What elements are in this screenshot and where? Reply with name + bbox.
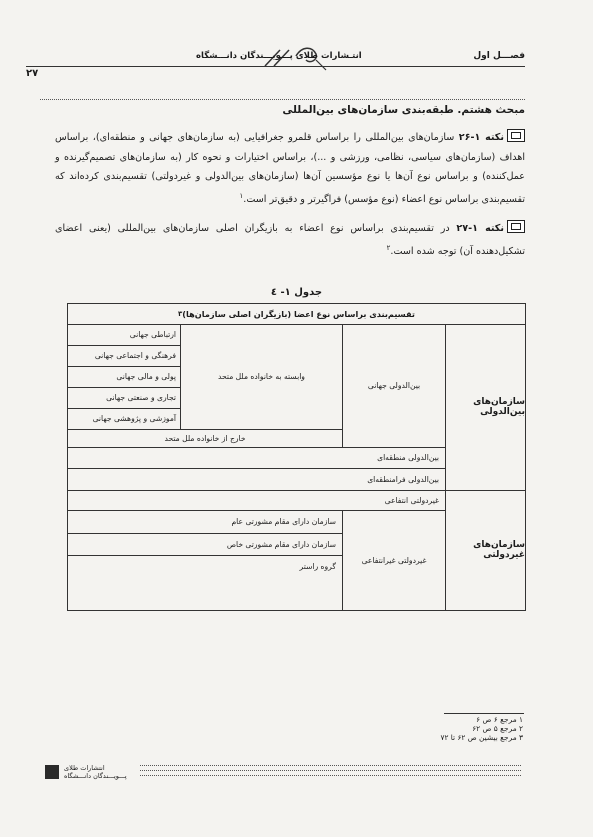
ngo-item-roster: گروه راستر	[299, 561, 336, 571]
un-item-cultural: فرهنگی و اجتماعی جهانی	[94, 351, 176, 360]
note-text: در تقسیم‌بندی براساس نوع اعضاء به بازیگران اصلی سازمان‌های بین‌المللی (یعنی اعضای تشکیل‌دهنده آن) توجه شده است.	[55, 223, 525, 257]
note-label: نکته ۱-۲۷	[456, 223, 504, 234]
ngo-item-general: سازمان دارای مقام مشورتی عام	[231, 517, 336, 526]
footnote-3: ۳ مرجع بیشین ص ۶۲ تا ۷۲	[440, 733, 523, 742]
un-affiliated-cell: وابسته به خانواده ملل متحد	[218, 372, 305, 381]
note-icon	[507, 220, 525, 233]
footnote-ref: ۱	[239, 191, 244, 200]
publisher-name: انتـشارات طلای پـــویـــندگان دانـــشگاه	[196, 51, 362, 61]
regional-cell: بین‌الدولی منطقه‌ای	[377, 453, 439, 462]
transregional-cell: بین‌الدولی فرامنطقه‌ای	[367, 474, 439, 484]
footnote-1: ۱ مرجع ۶ ص ۶	[476, 715, 523, 724]
footer-dotted-rule	[140, 765, 521, 766]
global-intergov-cell: بین‌الدولی جهانی	[367, 381, 421, 390]
footer-dotted-rule	[140, 775, 521, 776]
publisher-logo-icon	[45, 765, 59, 779]
footer-brand	[64, 764, 134, 780]
classification-table	[67, 303, 526, 611]
header-rule	[26, 66, 525, 67]
table-title	[68, 304, 525, 324]
ngo-nonprofit-cell: غیردولتی غیرانتفاعی	[361, 555, 427, 565]
footnote-rule	[444, 713, 524, 714]
ngo-profit-cell: غیردولتی انتفاعی	[384, 495, 439, 505]
note-label: نکته ۱-۲۶	[458, 132, 504, 143]
intergovernmental-orgs-cell: سازمان‌های بین‌الدولی	[473, 397, 525, 417]
un-item-trade: تجاری و صنعتی جهانی	[106, 393, 176, 402]
un-item-education: آموزشی و پژوهشی جهانی	[92, 414, 176, 423]
table-title-ref: ۳	[178, 310, 183, 318]
non-un-cell: خارج از خانواده ملل متحد	[164, 433, 246, 443]
footnote-2: ۲ مرجع ۵ ص ۶۲	[472, 724, 523, 733]
note-icon	[507, 129, 525, 142]
page-number: ۲۷	[26, 68, 39, 79]
section-title: مبحث هشتم. طبقه‌بندی سازمان‌های بین‌المللی	[282, 104, 525, 116]
note-text: سازمان‌های بین‌المللی را براساس قلمرو جغرافیایی (به سازمان‌های جهانی و منطقه‌ای)، براساس اهداف (سازمان‌های سیاسی، نظامی، ورزشی و ...)، براساس اختیارات و نحوه کار (به سازمان‌های تصمیم‌گیرنده و عمل‌کننده) و براساس نوع آن‌ها یا نوع مؤسسین آن‌ها (سازمان‌های بین‌الدولی و غیردولتی) تقسیم‌بندی کرده‌اند که تقسیم‌بندی براساس نوع اعضاء (نوع مؤسس) فراگیرتر و دقیق‌تر است.	[55, 132, 525, 205]
un-item-financial: پولی و مالی جهانی	[116, 372, 176, 381]
ngo-orgs-cell: سازمان‌های غیردولتی	[473, 540, 525, 560]
chapter-label: فصـــل اول	[473, 51, 525, 61]
un-item-communication: ارتباطی جهانی	[129, 330, 176, 339]
note-paragraph-26	[55, 128, 525, 209]
footer-dotted-rule	[140, 770, 521, 771]
ngo-item-special: سازمان دارای مقام مشورتی خاص	[226, 539, 336, 549]
table-caption: جدول ۱- ٤	[270, 287, 323, 298]
footer-brand-line1: انتشارات طلای	[64, 764, 105, 772]
note-paragraph-27	[55, 219, 525, 261]
header-dotted-rule	[40, 99, 525, 100]
table-title-text: تقسیم‌بندی براساس نوع اعضا (بازیگران اصلی سازمان‌ها)	[182, 309, 415, 319]
footer-brand-line2: پـــویـــندگان دانـــشگاه	[64, 772, 127, 780]
footnote-ref: ۲	[386, 243, 391, 252]
